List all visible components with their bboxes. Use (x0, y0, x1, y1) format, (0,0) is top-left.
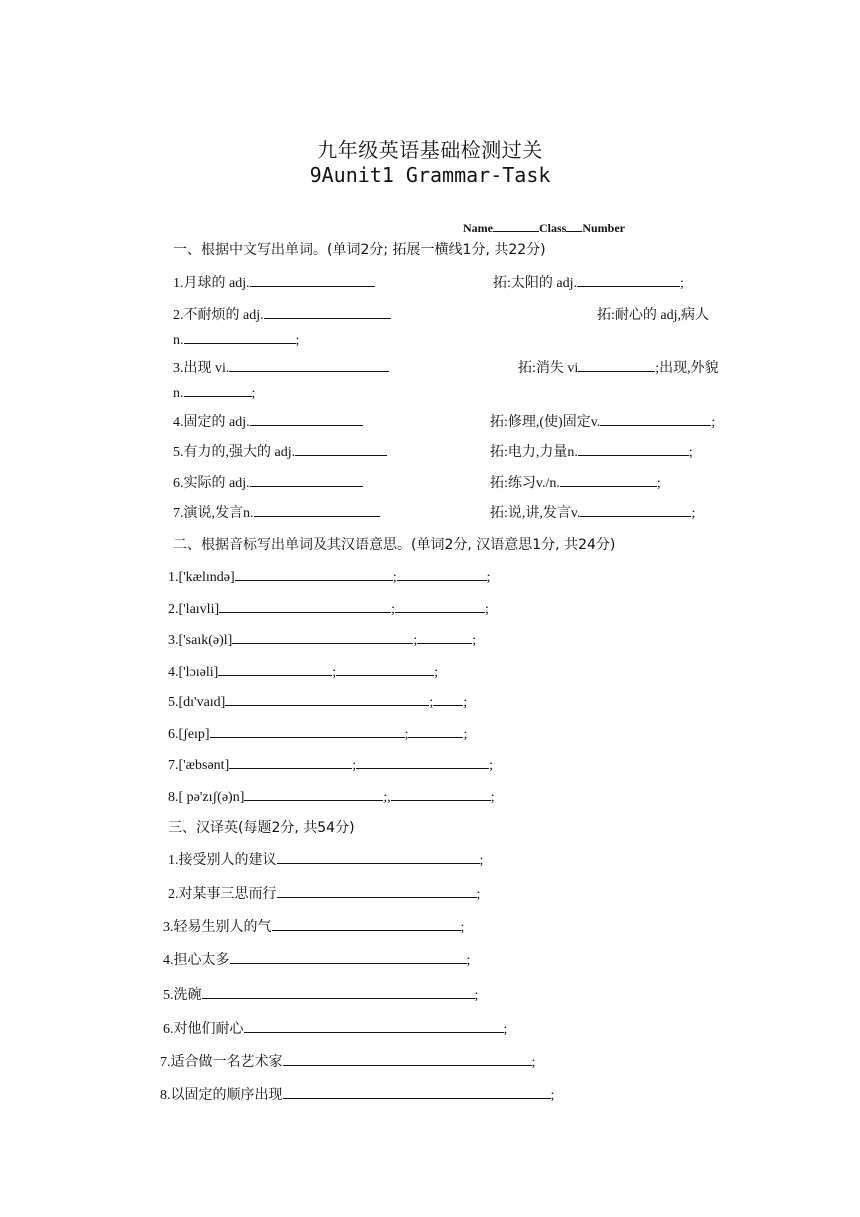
s1-q2-ext-blank[interactable] (184, 330, 296, 344)
s3-q6: 6.对他们耐心 ; (163, 1018, 507, 1038)
number-label: Number (582, 221, 626, 235)
s1-q7-ext-blank[interactable] (580, 503, 691, 517)
s2-q7-text: 7.['æbsənt] (168, 758, 230, 773)
s3-q1-text: 1.接受别人的建议 (168, 853, 277, 868)
class-blank[interactable] (566, 218, 582, 232)
s1-q1-ext-text: 拓:太阳的 adj. (493, 276, 577, 291)
s1-q3-ext2-blank[interactable] (184, 383, 252, 397)
s1-q3-cont: n. ; (173, 383, 255, 402)
s2-q4-meaning-blank[interactable] (336, 662, 434, 676)
s1-q2-text: 2.不耐烦的 adj. (173, 308, 264, 323)
section1-heading: 一、根据中文写出单词。(单词2分; 拓展一横线1分, 共22分) (173, 242, 546, 258)
s3-q4-text: 4.担心太多 (163, 953, 230, 968)
s2-q8: 8.[ pə'zıʃ(ə)n] ;, ; (168, 787, 495, 806)
s2-q5-text: 5.[dı'vaıd] (168, 695, 226, 710)
s2-q4: 4.['lɔıəli] ; ; (168, 662, 438, 681)
s2-q1-word-blank[interactable] (235, 567, 393, 581)
s3-q5-text: 5.洗碗 (163, 988, 202, 1003)
s1-q1 (173, 272, 375, 292)
s3-q3-blank[interactable] (272, 917, 461, 931)
s1-q3-ext: 拓:消失 vi ;出现,外貌 (518, 357, 719, 377)
s1-q4 (173, 411, 363, 431)
student-info-line (463, 218, 625, 236)
s1-q3-blank[interactable] (229, 358, 389, 372)
s3-q8: 8.以固定的顺序出现 ; (160, 1084, 554, 1104)
s2-q4-word-blank[interactable] (218, 662, 332, 676)
name-blank[interactable] (493, 218, 539, 232)
s2-q6-text: 6.[ʃeıp] (168, 727, 210, 742)
s2-q7-meaning-blank[interactable] (356, 755, 489, 769)
s1-q6-ext: 拓:练习v./n. ; (490, 472, 661, 492)
s1-q2-cont: n. ; (173, 330, 299, 349)
s1-q2-ext: 拓:耐心的 adj,病人 (597, 308, 709, 323)
s1-q7-blank[interactable] (254, 503, 380, 517)
s2-q8-word-blank[interactable] (244, 787, 383, 801)
s1-q4-blank[interactable] (250, 412, 363, 426)
s1-q6 (173, 472, 363, 492)
s3-q5: 5.洗碗 ; (163, 984, 478, 1004)
s1-q7 (173, 502, 380, 522)
s2-q6-meaning-blank[interactable] (408, 724, 463, 738)
s3-q3: 3.轻易生别人的气 ; (163, 916, 464, 936)
s2-q6: 6.[ʃeıp] ; ; (168, 724, 467, 743)
s2-q2-word-blank[interactable] (219, 599, 391, 613)
s3-q1: 1.接受别人的建议 ; (168, 849, 483, 869)
s1-q4-ext-blank[interactable] (600, 412, 711, 426)
s2-q7: 7.['æbsənt] ; ; (168, 755, 493, 774)
s3-q2-text: 2.对某事三思而行 (168, 887, 277, 902)
s2-q5: 5.[dı'vaıd] ; ; (168, 692, 467, 711)
s2-q2-text: 2.['laıvli] (168, 602, 220, 617)
s3-q5-blank[interactable] (202, 985, 475, 999)
s3-q1-blank[interactable] (277, 850, 480, 864)
section2-heading: 二、根据音标写出单词及其汉语意思。(单词2分, 汉语意思1分, 共24分) (173, 537, 616, 553)
s1-q1-blank[interactable] (250, 273, 375, 287)
s2-q5-meaning-blank[interactable] (433, 692, 463, 706)
s1-q5-text: 5.有力的,强大的 adj. (173, 445, 296, 460)
s2-q1-text: 1.['kælındə] (168, 570, 235, 585)
s1-q3-ext-blank[interactable] (578, 358, 655, 372)
s2-q5-word-blank[interactable] (225, 692, 429, 706)
s2-q3: 3.['saık(ə)l] ; ; (168, 630, 476, 649)
s3-q4: 4.担心太多 ; (163, 949, 470, 969)
s2-q3-text: 3.['saık(ə)l] (168, 633, 233, 648)
s1-q7-ext: 拓:说,讲,发言v. ; (490, 502, 695, 522)
s2-q1-meaning-blank[interactable] (397, 567, 487, 581)
s3-q7-blank[interactable] (283, 1052, 532, 1066)
s2-q4-text: 4.['lɔıəli] (168, 665, 219, 680)
s2-q2-meaning-blank[interactable] (395, 599, 485, 613)
s1-q4-ext: 拓:修理,(使)固定v. ; (490, 411, 715, 431)
s1-q6-blank[interactable] (250, 473, 363, 487)
s3-q6-blank[interactable] (244, 1019, 504, 1033)
s3-q3-text: 3.轻易生别人的气 (163, 920, 272, 935)
s1-q5-ext-blank[interactable] (578, 442, 689, 456)
s1-q5-blank[interactable] (295, 442, 387, 456)
s1-q2 (173, 304, 391, 324)
s1-q5-ext: 拓:电力,力量n. ; (490, 441, 693, 461)
s2-q6-word-blank[interactable] (210, 724, 405, 738)
s2-q8-meaning-blank[interactable] (391, 787, 491, 801)
s2-q3-meaning-blank[interactable] (417, 630, 472, 644)
s3-q8-blank[interactable] (283, 1085, 551, 1099)
s2-q3-word-blank[interactable] (232, 630, 413, 644)
class-label: Class (539, 221, 567, 235)
s2-q7-word-blank[interactable] (229, 755, 352, 769)
s1-q3 (173, 357, 389, 377)
s1-q1-ext: 拓:太阳的 adj. ; (493, 272, 684, 292)
s1-q5 (173, 441, 387, 461)
s1-q6-ext-blank[interactable] (560, 473, 657, 487)
s2-q1: 1.['kælındə] ; ; (168, 567, 490, 586)
name-label: Name (463, 221, 493, 235)
s1-q3-text: 3.出现 vi. (173, 361, 230, 376)
s1-q7-text: 7.演说,发言n. (173, 506, 254, 521)
s3-q7-text: 7.适合做一名艺术家 (160, 1055, 283, 1070)
s3-q2-blank[interactable] (277, 884, 477, 898)
s3-q4-blank[interactable] (230, 950, 467, 964)
s1-q4-text: 4.固定的 adj. (173, 415, 250, 430)
s2-q8-text: 8.[ pə'zıʃ(ə)n] (168, 790, 245, 805)
s2-q2: 2.['laıvli] ; ; (168, 599, 489, 618)
s1-q1-ext-blank[interactable] (577, 273, 680, 287)
s3-q8-text: 8.以固定的顺序出现 (160, 1088, 283, 1103)
s3-q7: 7.适合做一名艺术家 ; (160, 1051, 535, 1071)
s1-q6-text: 6.实际的 adj. (173, 476, 250, 491)
s1-q2-blank[interactable] (264, 305, 391, 319)
s3-q6-text: 6.对他们耐心 (163, 1022, 244, 1037)
s3-q2: 2.对某事三思而行 ; (168, 883, 480, 903)
section3-heading: 三、汉译英(每题2分, 共54分) (168, 820, 355, 836)
page-subtitle: 9Aunit1 Grammar-Task (309, 163, 551, 187)
s1-q1-text: 1.月球的 adj. (173, 276, 250, 291)
page-title: 九年级英语基础检测过关 (317, 138, 543, 162)
